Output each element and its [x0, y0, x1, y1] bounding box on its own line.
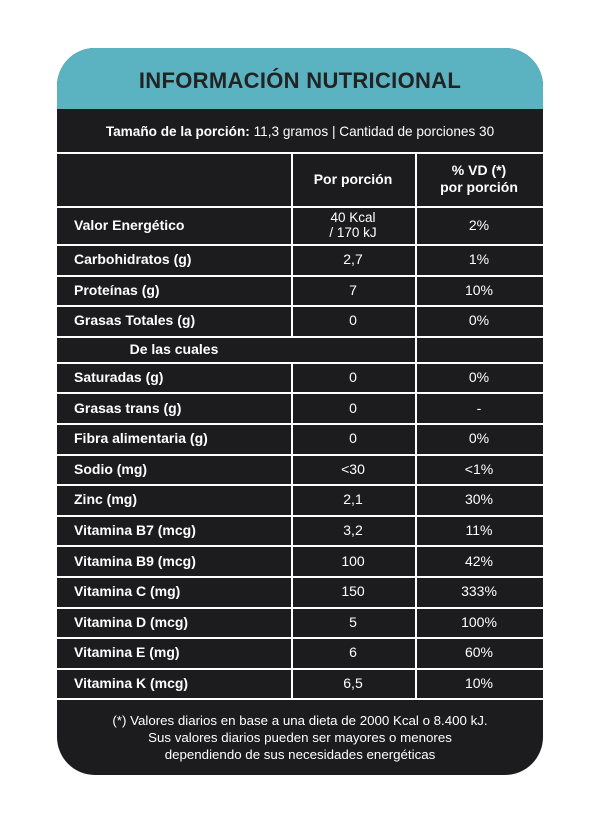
- table-divider: [57, 423, 543, 425]
- footnote-line-1: (*) Valores diarios en base a una dieta de 2000 Kcal o 8.400 kJ.: [112, 713, 488, 728]
- nutrient-vd: 10%: [464, 281, 494, 298]
- footnote-line-2: Sus valores diarios pueden ser mayores o menores: [148, 730, 452, 745]
- label-title: INFORMACIÓN NUTRICIONAL: [138, 67, 462, 93]
- table-divider: [57, 275, 543, 277]
- nutrient-value: 100: [341, 552, 365, 569]
- nutrient-value: 3,2: [343, 522, 363, 539]
- nutrient-vd: 10%: [464, 675, 494, 692]
- nutrient-name: Vitamina D (mcg): [74, 613, 189, 630]
- nutrient-name: Vitamina E (mg): [74, 644, 180, 661]
- table-divider: [57, 392, 543, 394]
- nutrient-name: Carbohidratos (g): [74, 251, 192, 268]
- nutrient-vd: 11%: [465, 522, 493, 539]
- nutrient-value-line2: / 170 kJ: [329, 225, 377, 240]
- footnote-line-3: dependiendo de sus necesidades energéticas: [164, 747, 436, 762]
- serving-info: [57, 109, 543, 153]
- table-divider: [57, 244, 543, 246]
- nutrient-name: Vitamina C (mg): [74, 583, 181, 600]
- table-divider: [57, 305, 543, 307]
- table-divider: [57, 607, 543, 609]
- table-divider: [57, 668, 543, 670]
- nutrient-name: Grasas Totales (g): [74, 312, 196, 329]
- nutrient-vd: 30%: [464, 491, 494, 508]
- nutrient-name: Zinc (mg): [74, 491, 137, 508]
- nutrient-value: 2,7: [343, 251, 363, 268]
- nutrient-vd: 2%: [468, 217, 490, 233]
- nutrient-vd: <1%: [464, 460, 494, 477]
- nutrient-name: Fibra alimentaria (g): [74, 430, 208, 447]
- nutrient-vd: 100%: [461, 613, 497, 630]
- nutrient-name: Sodio (mg): [74, 460, 148, 477]
- nutrient-vd: 1%: [468, 251, 490, 268]
- nutrient-vd: 0%: [468, 430, 490, 447]
- nutrient-value: <30: [341, 460, 365, 477]
- column-header-vd-line1: % VD (*): [451, 162, 507, 178]
- table-divider: [57, 454, 543, 456]
- nutrient-vd: 0%: [468, 369, 490, 386]
- table-divider: [57, 698, 543, 700]
- nutrient-name: Vitamina K (mcg): [74, 675, 189, 692]
- table-divider: [57, 484, 543, 486]
- nutrient-name: Valor Energético: [74, 217, 185, 233]
- table-divider: [57, 637, 543, 639]
- table-divider: [57, 152, 543, 154]
- nutrition-label: [57, 48, 543, 775]
- column-header-vd: [415, 152, 543, 206]
- nutrient-name: Saturadas (g): [74, 369, 164, 386]
- nutrient-value: 0: [349, 430, 357, 447]
- table-divider: [415, 152, 417, 698]
- serving-value: 11,3 gramos | Cantidad de porciones 30: [253, 123, 495, 139]
- nutrient-vd: -: [476, 399, 482, 416]
- column-header-per-portion: [291, 152, 415, 206]
- nutrient-vd: 60%: [464, 644, 494, 661]
- nutrient-value: 150: [341, 583, 365, 600]
- nutrient-vd: 0%: [468, 312, 490, 329]
- table-divider: [57, 362, 543, 364]
- table-divider: [57, 545, 543, 547]
- nutrient-name: Proteínas (g): [74, 281, 160, 298]
- table-divider: [291, 362, 293, 699]
- nutrient-value: [291, 206, 415, 244]
- table-divider: [57, 206, 543, 208]
- nutrient-name: Grasas trans (g): [74, 399, 182, 416]
- header-band: [57, 48, 543, 109]
- nutrient-value: 6,5: [343, 675, 363, 692]
- nutrient-value: 7: [349, 281, 357, 298]
- nutrient-value: 0: [349, 312, 357, 329]
- nutrient-name: Vitamina B9 (mcg): [74, 552, 196, 569]
- nutrient-vd: 333%: [461, 583, 497, 600]
- nutrient-value: 0: [349, 369, 357, 386]
- subheader-label: De las cuales: [129, 340, 219, 357]
- table-divider: [57, 515, 543, 517]
- nutrient-value: 6: [349, 644, 357, 661]
- nutrient-value: 2,1: [343, 491, 363, 508]
- nutrient-value: 0: [349, 399, 357, 416]
- table-divider: [57, 576, 543, 578]
- column-header-vd-line2: por porción: [440, 179, 518, 195]
- nutrient-value-line1: 40 Kcal: [330, 210, 376, 225]
- serving-label: Tamaño de la porción:: [105, 123, 250, 139]
- column-header-per-portion-text: Por porción: [313, 170, 393, 187]
- nutrient-name: Vitamina B7 (mcg): [74, 522, 196, 539]
- table-divider: [57, 336, 543, 338]
- table-divider: [291, 152, 293, 336]
- nutrient-vd: 42%: [464, 552, 494, 569]
- nutrient-value: 5: [349, 613, 357, 630]
- footnote: [57, 712, 543, 763]
